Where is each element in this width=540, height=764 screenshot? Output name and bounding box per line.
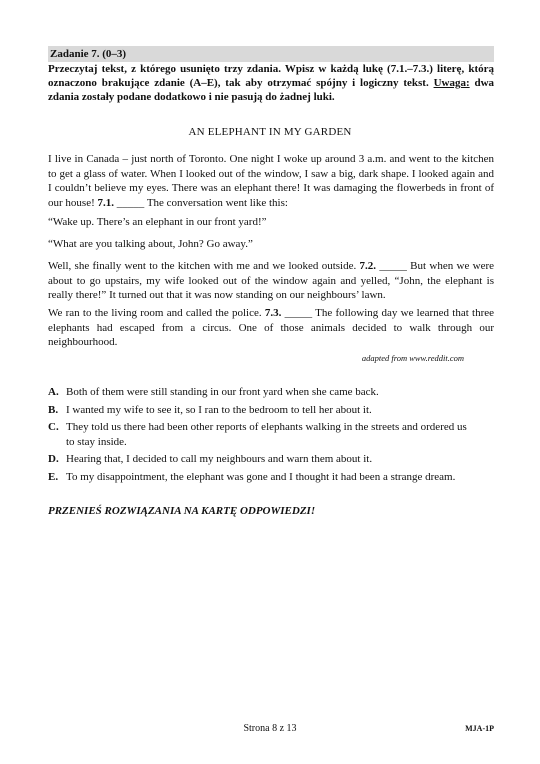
transfer-note: PRZENIEŚ ROZWIĄZANIA NA KARTĘ ODPOWIEDZI! — [48, 505, 316, 517]
paragraph-text: The following day we learned that three elephants had escaped from a circus. One of those animals decided to walk through our neighbourhood. — [48, 307, 494, 348]
article-paragraph-5 — [48, 306, 494, 350]
article-paragraph-4 — [48, 259, 494, 303]
gap-blank: _____ — [281, 307, 316, 319]
gap-label-7-3: 7.3. — [264, 307, 282, 319]
article-paragraph-1 — [48, 152, 494, 210]
gap-blank: _____ — [376, 260, 411, 272]
paragraph-text: We ran to the living room and called the police. — [48, 307, 265, 319]
option-letter: D. — [48, 453, 59, 465]
option-d — [48, 452, 478, 467]
option-letter: E. — [48, 470, 59, 483]
instruction-note-text: dwa zdania zostały podane dodatkowo i nie pasują do żadnej luki. — [48, 77, 495, 103]
paragraph-text: Well, she finally went to the kitchen with me and we looked outside. — [48, 260, 360, 272]
option-letter: B. — [48, 403, 59, 416]
article-title: AN ELEPHANT IN MY GARDEN — [188, 126, 352, 138]
option-text: They told us there had been other reports of elephants walking in the streets and ordered us to stay inside. — [66, 421, 467, 448]
option-c — [48, 420, 478, 449]
article-source: adapted from www.reddit.com — [361, 353, 464, 363]
option-text: Hearing that, I decided to call my neighbours and warn them about it. — [66, 453, 373, 465]
article-paragraph-2: “Wake up. There’s an elephant in our front yard!” — [48, 216, 267, 228]
paragraph-text: I live in Canada – just north of Toronto. One night I woke up around 3 a.m. and went to the kitchen to get a glass of water. When I looked out of the window, I saw a big, dark shape. I looked again and I couldn’t believe my eyes. There was an elephant there! It was damaging the flowerbeds in front of our house! — [48, 153, 494, 209]
option-e — [48, 470, 478, 485]
paragraph-text: But when we were about to go upstairs, my wife looked out of the window again and yelled, “John, the elephant is really there!” It turned out that it was now standing on our neighbours’ lawn. — [48, 260, 495, 301]
task-header: Zadanie 7. (0–3) — [48, 46, 494, 62]
answer-options — [48, 385, 478, 487]
article-paragraph-3: “What are you talking about, John? Go away.” — [48, 238, 253, 250]
gap-label-7-1: 7.1. — [97, 196, 114, 209]
option-text: Both of them were still standing in our front yard when she came back. — [66, 386, 379, 398]
option-letter: A. — [48, 386, 59, 398]
instruction-main: Przeczytaj tekst, z którego usunięto trzy zdania. Wpisz w każdą lukę (7.1.–7.3.) literę, którą oznaczono brakujące zdanie (A–E), tak aby otrzymać spójny i logiczny tekst. — [48, 63, 494, 89]
paragraph-text: The conversation went like this: — [146, 196, 288, 209]
option-b — [48, 403, 478, 418]
option-text: To my disappointment, the elephant was gone and I thought it had been a strange dream. — [66, 470, 456, 483]
instruction-note-label: Uwaga: — [433, 77, 470, 89]
option-letter: C. — [48, 421, 59, 433]
gap-blank: _____ — [114, 196, 147, 209]
page-number: Strona 8 z 13 — [243, 723, 297, 734]
option-text: I wanted my wife to see it, so I ran to the bedroom to tell her about it. — [66, 403, 372, 416]
option-a — [48, 385, 478, 400]
task-instructions — [48, 62, 494, 104]
gap-label-7-2: 7.2. — [359, 260, 377, 272]
exam-code: MJA-1P — [465, 724, 494, 733]
